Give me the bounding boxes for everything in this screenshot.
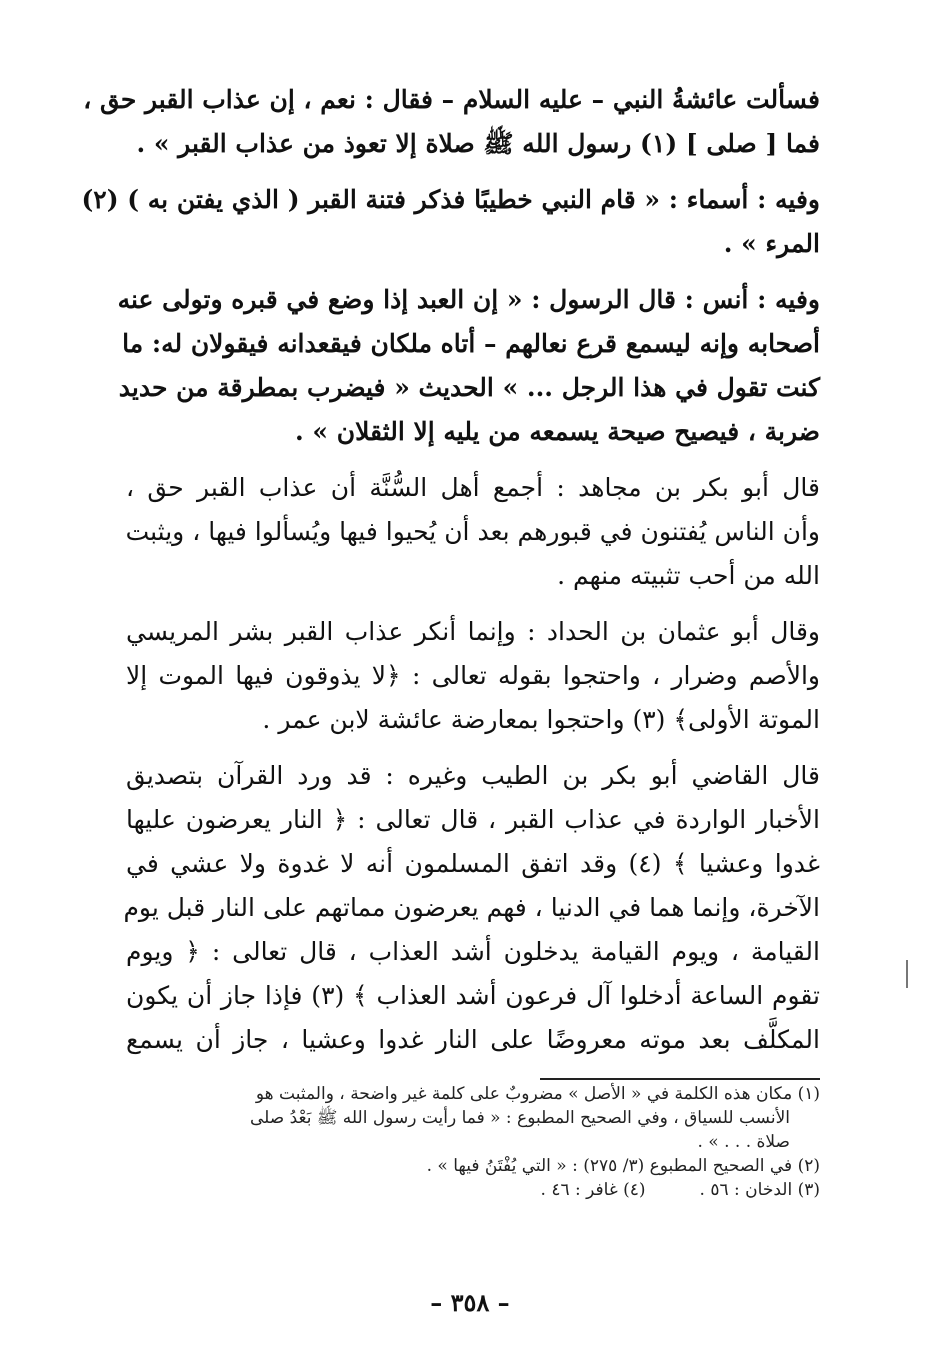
text-line: الموتة الأولى﴾ (٣) واحتجوا بمعارضة عائشة لابن عمر . xyxy=(262,705,820,734)
text-line: فسألت عائشةُ النبي – عليه السلام – فقال : نعم ، إن عذاب القبر حق ، xyxy=(83,85,820,114)
text-line: المكلَّف بعد موته معروضًا على النار غدوا وعشيا ، جاز أن يسمع xyxy=(126,1025,820,1054)
footnote-line: (٣) الدخان : ٥٦ . (٤) غافر : ٤٦ . xyxy=(540,1180,820,1200)
paragraph-4 xyxy=(126,466,820,598)
footnote-line: (١) مكان هذه الكلمة في « الأصل » مضروبٌ على كلمة غير واضحة ، والمثبت هو xyxy=(255,1084,820,1104)
page-number: – ٣٥٨ – xyxy=(430,1288,510,1317)
text-line: تقوم الساعة أدخلوا آل فرعون أشد العذاب ﴾ (٣) فإذا جاز أن يكون xyxy=(126,981,820,1010)
footnotes xyxy=(126,1082,820,1202)
text-line: الآخرة، وإنما هما في الدنيا ، فهم يعرضون مماتهم على النار قبل يوم xyxy=(123,893,820,922)
text-line: غدوا وعشيا ﴾ (٤) وقد اتفق المسلمون أنه لا غدوة ولا عشي في xyxy=(126,849,820,878)
text-line: وفيه : أسماء : « قام النبي خطيبًا فذكر فتنة القبر ( الذي يفتن به ) (٢) xyxy=(81,185,820,214)
text-line: المرء » . xyxy=(723,229,820,258)
text-line: القيامة ، ويوم القيامة يدخلون أشد العذاب ، قال تعالى : ﴿ ويوم xyxy=(126,937,820,966)
footnote-line: صلاة . . . » . xyxy=(697,1132,790,1152)
text-line: ضربة ، فيصيح صيحة يسمعه من يليه إلا الثقلان » . xyxy=(295,417,820,446)
text-line: الله من أحب تثبيته منهم . xyxy=(557,561,820,590)
paragraph-6 xyxy=(123,754,820,1062)
text-line: والأصم وضرار ، واحتجوا بقوله تعالى : ﴿لا يذوقون فيها الموت إلا xyxy=(126,661,820,690)
footnote-divider xyxy=(540,1078,820,1080)
text-line: فما [ صلى ] (١) رسول الله ﷺ صلاة إلا تعوذ من عذاب القبر » . xyxy=(136,129,820,158)
paragraph-3 xyxy=(117,278,820,454)
scan-mark xyxy=(906,960,908,988)
paragraph-1 xyxy=(83,78,820,166)
page-body xyxy=(81,78,820,1074)
text-line: وقال أبو عثمان بن الحداد : وإنما أنكر عذاب القبر بشر المريسي xyxy=(126,617,820,646)
text-line: أصحابه وإنه ليسمع قرع نعالهم – أتاه ملكان فيقعدانه فيقولان له: ما xyxy=(122,329,820,358)
text-line: قال القاضي أبو بكر بن الطيب وغيره : قد ورد القرآن بتصديق xyxy=(126,761,820,790)
text-line: وفيه : أنس : قال الرسول : « إن العبد إذا وضع في قبره وتولى عنه xyxy=(117,285,820,314)
paragraph-5 xyxy=(126,610,820,742)
text-line: كنت تقول في هذا الرجل ... » الحديث « فيضرب بمطرقة من حديد xyxy=(118,373,820,402)
footnote-line: الأنسب للسياق ، وفي الصحيح المطبوع : « فما رأيت رسول الله ﷺ بَعْدُ صلى xyxy=(249,1108,790,1128)
footnote-line: (٢) في الصحيح المطبوع (٣/ ٢٧٥) : « التي يُفْتَنُ فيها » . xyxy=(426,1156,820,1176)
paragraph-2 xyxy=(81,178,820,266)
text-line: وأن الناس يُفتنون في قبورهم بعد أن يُحيوا فيها ويُسألوا فيها ، ويثبت xyxy=(125,517,820,546)
text-line: الأخبار الواردة في عذاب القبر ، قال تعالى : ﴿ النار يعرضون عليها xyxy=(126,805,820,834)
text-line: قال أبو بكر بن مجاهد : أجمع أهل السُّنَّة أن عذاب القبر حق ، xyxy=(126,473,820,502)
